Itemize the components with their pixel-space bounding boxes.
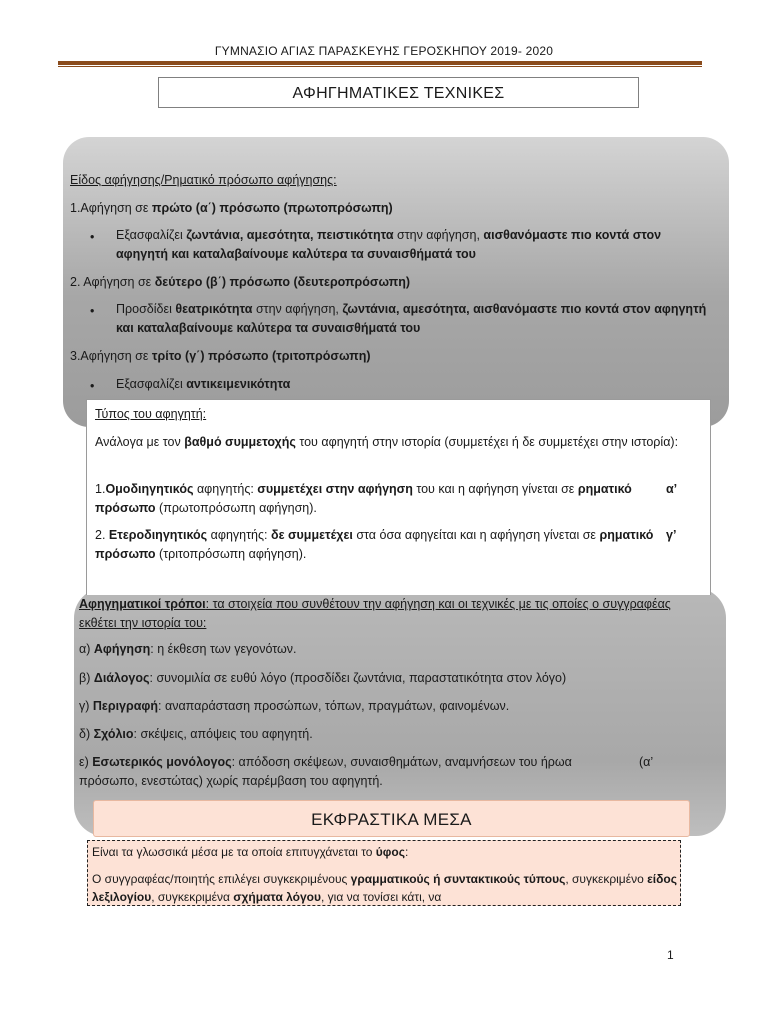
- bullet-icon: •: [90, 379, 95, 393]
- third-person-item: [70, 347, 371, 366]
- bold-text: Σχόλιο: [93, 727, 134, 741]
- item-prefix: 1.Αφήγηση σε: [70, 201, 152, 215]
- mode-description: [79, 697, 509, 716]
- bold-text: αντικειμενικότητα: [186, 377, 291, 391]
- heterodiegetic-item: [95, 526, 655, 564]
- text: 2.: [95, 528, 109, 542]
- text: Εξασφαλίζει: [116, 228, 187, 242]
- mode-comment: [79, 725, 313, 744]
- text: :: [404, 845, 409, 859]
- second-person-item: [70, 273, 410, 292]
- homodiegetic-item: [95, 480, 635, 518]
- text: γ): [79, 699, 93, 713]
- bold-text: Ετεροδιηγητικός: [108, 528, 208, 542]
- second-person-bullet: [116, 300, 716, 338]
- text: στην αφήγηση,: [252, 302, 343, 316]
- page-header: ΓΥΜΝΑΣΙΟ ΑΓΙΑΣ ΠΑΡΑΣΚΕΥΗΣ ΓΕΡΟΣΚΗΠΟΥ 2019- 2020: [214, 44, 554, 58]
- expressive-means-title: ΕΚΦΡΑΣΤΙΚΑ ΜΕΣΑ: [93, 800, 690, 837]
- text: β): [79, 671, 94, 685]
- mode-narration: [79, 640, 297, 659]
- text: του και η αφήγηση γίνεται σε: [412, 482, 578, 496]
- bullet-icon: •: [90, 304, 95, 318]
- text: Ο συγγραφέας/ποιητής επιλέγει συγκεκριμένους: [92, 872, 351, 886]
- bold-text: θεατρικότητα: [175, 302, 253, 316]
- person-tag: (α’: [639, 755, 654, 769]
- first-person-item: [70, 199, 393, 218]
- person-tag: [666, 480, 677, 499]
- text: , συγκεκριμένο: [565, 872, 648, 886]
- header-rule-thin: [58, 66, 702, 67]
- item-prefix: 3.Αφήγηση σε: [70, 349, 152, 363]
- text: 1.: [95, 482, 106, 496]
- text: Προσδίδει: [116, 302, 176, 316]
- bold-text: Διάλογος: [93, 671, 150, 685]
- first-person-bullet: [116, 226, 716, 264]
- bold-text: ρηματικό πρόσωπο: [95, 528, 654, 561]
- bold-text: αισθανόμαστε πιο κοντά στον αφηγητή και καταλαβαίνουμε καλύτερα τα συναισθήματά του: [116, 228, 662, 261]
- text: του αφηγητή στην ιστορία (συμμετέχει ή δε συμμετέχει στην ιστορία):: [295, 435, 679, 449]
- page-number: 1: [667, 948, 674, 962]
- expressive-definition: [92, 844, 408, 861]
- text: α): [79, 642, 94, 656]
- text: , συγκεκριμένα: [151, 890, 234, 904]
- expressive-details: [92, 870, 678, 906]
- mode-inner-monologue: [79, 753, 619, 791]
- text: Είναι τα γλωσσικά μέσα με τα οποία επιτυγχάνεται το: [92, 845, 376, 859]
- person-tag: [666, 526, 676, 545]
- item-bold: τρίτο (γ΄) πρόσωπο (τριτοπρόσωπη): [151, 349, 371, 363]
- text: ε): [79, 755, 93, 769]
- text: : αναπαράσταση προσώπων, τόπων, πραγμάτων, φαινομένων.: [158, 699, 510, 713]
- bold-text: Περιγραφή: [92, 699, 159, 713]
- text: (τριτοπρόσωπη αφήγηση).: [155, 547, 307, 561]
- text: αφηγητής:: [207, 528, 271, 542]
- text: στα όσα αφηγείται και η αφήγηση γίνεται σε: [352, 528, 600, 542]
- bullet-icon: •: [90, 230, 95, 244]
- bold-text: γ’: [666, 528, 677, 542]
- narration-type-heading: Είδος αφήγησης/Ρηματικό πρόσωπο αφήγησης:: [70, 173, 337, 187]
- text: : συνομιλία σε ευθύ λόγο (προσδίδει ζωντάνια, παραστατικότητα στον λόγο): [149, 671, 567, 685]
- bold-text: δε συμμετέχει: [270, 528, 353, 542]
- text: δ): [79, 727, 94, 741]
- item-bold: πρώτο (α΄) πρόσωπο (πρωτοπρόσωπη): [151, 201, 393, 215]
- text: στην αφήγηση,: [393, 228, 484, 242]
- bold-text: συμμετέχει στην αφήγηση: [257, 482, 413, 496]
- bold-text: Αφήγηση: [93, 642, 151, 656]
- text: : η έκθεση των γεγονότων.: [150, 642, 297, 656]
- third-person-bullet: [116, 375, 716, 394]
- text: Εξασφαλίζει: [116, 377, 187, 391]
- item-bold: δεύτερο (β΄) πρόσωπο (δευτεροπρόσωπη): [154, 275, 411, 289]
- bold-text: ύφος: [375, 845, 405, 859]
- bold-text: ρηματικό πρόσωπο: [95, 482, 632, 515]
- text: , για να τονίσει κάτι, να: [321, 890, 442, 904]
- narrative-modes-heading: [79, 595, 709, 633]
- item-prefix: 2. Αφήγηση σε: [70, 275, 155, 289]
- text: (πρωτοπρόσωπη αφήγηση).: [155, 501, 317, 515]
- narrator-type-heading: Τύπος του αφηγητή:: [95, 407, 207, 421]
- text: Ανάλογα με τον: [95, 435, 185, 449]
- bold-text: βαθμό συμμετοχής: [184, 435, 296, 449]
- text: : απόδοση σκέψεων, συναισθημάτων, αναμνήσεων του ήρωα πρόσωπο, ενεστώτας) χωρίς παρέμβαση του αφηγητή.: [79, 755, 572, 788]
- bold-text: Εσωτερικός μονόλογος: [92, 755, 232, 769]
- bold-text: είδος λεξιλογίου: [92, 872, 677, 904]
- bold-text: ζωντάνια, αμεσότητα, αισθανόμαστε πιο κοντά στον αφηγητή και καταλαβαίνουμε καλύτερα τα συναισθήματά του: [116, 302, 707, 335]
- header-rule: [58, 61, 702, 65]
- bold-text: σχήματα λόγου: [233, 890, 321, 904]
- bold-text: ζωντάνια, αμεσότητα, πειστικότητα: [186, 228, 394, 242]
- narrator-intro: [95, 433, 705, 452]
- text: : σκέψεις, απόψεις του αφηγητή.: [133, 727, 313, 741]
- document-title: ΑΦΗΓΗΜΑΤΙΚΕΣ ΤΕΧΝΙΚΕΣ: [158, 77, 639, 108]
- bold-text: Αφηγηματικοί τρόποι: [79, 597, 206, 611]
- bold-text: γραμματικούς ή συντακτικούς τύπους: [350, 872, 566, 886]
- mode-dialogue: [79, 669, 566, 688]
- bold-text: Ομοδιηγητικός: [105, 482, 194, 496]
- text: : τα στοιχεία που συνθέτουν την αφήγηση και οι τεχνικές με τις οποίες ο συγγραφέας εκθέτει την ιστορία του:: [79, 597, 671, 630]
- bold-text: α’: [666, 482, 678, 496]
- text: αφηγητής:: [193, 482, 258, 496]
